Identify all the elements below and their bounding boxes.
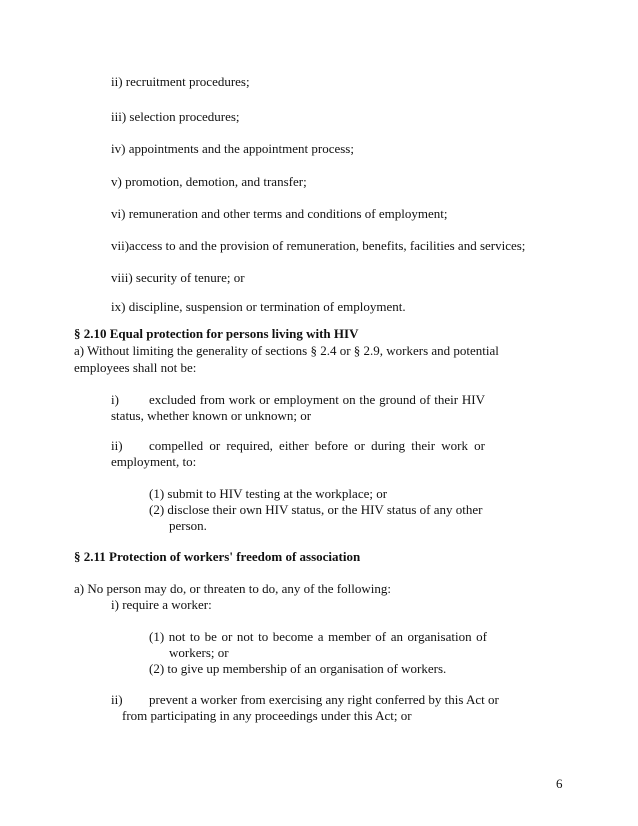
item-text-line2: status, whether known or unknown; or [111,408,312,423]
section-2-11-intro: a) No person may do, or threaten to do, any of the following: [74,581,391,596]
page-number: 6 [556,776,563,791]
item-number: ii) [111,438,123,453]
numbered-subitem: (2) to give up membership of an organisation of workers. [149,661,447,676]
item-number: ii) [111,692,123,707]
numbered-subitem-cont: workers; or [169,645,229,660]
list-item: iii) selection procedures; [111,109,240,124]
section-heading-2-10: § 2.10 Equal protection for persons living with HIV [74,326,359,341]
numbered-subitem: (2) disclose their own HIV status, or the HIV status of any other [149,502,483,517]
list-item: ii) recruitment procedures; [111,74,250,89]
numbered-subitem-cont: person. [169,518,207,533]
list-item: vii)access to and the provision of remuneration, benefits, facilities and services; [111,238,526,253]
item-text-line2: from participating in any proceedings under this Act; or [122,708,412,723]
item-number: i) [111,392,119,407]
list-item: viii) security of tenure; or [111,270,245,285]
list-item: v) promotion, demotion, and transfer; [111,174,307,189]
numbered-subitem: (1) submit to HIV testing at the workplace; or [149,486,388,501]
section-heading-2-11: § 2.11 Protection of workers' freedom of association [74,549,361,564]
item-text-line1: excluded from work or employment on the ground of their HIV [149,392,485,407]
numbered-subitem: (1) not to be or not to become a member of an organisation of [149,629,487,644]
list-item: iv) appointments and the appointment process; [111,141,354,156]
item-text-line2: employment, to: [111,454,197,469]
list-item: vi) remuneration and other terms and conditions of employment; [111,206,448,221]
section-2-10-intro-line1: a) Without limiting the generality of sections § 2.4 or § 2.9, workers and potential [74,343,499,358]
item-text-line1: compelled or required, either before or during their work or [149,438,485,453]
list-item: ix) discipline, suspension or termination of employment. [111,299,406,314]
section-2-10-intro-line2: employees shall not be: [74,360,197,375]
item-text: i) require a worker: [111,597,212,612]
item-text-line1: prevent a worker from exercising any right conferred by this Act or [149,692,499,707]
